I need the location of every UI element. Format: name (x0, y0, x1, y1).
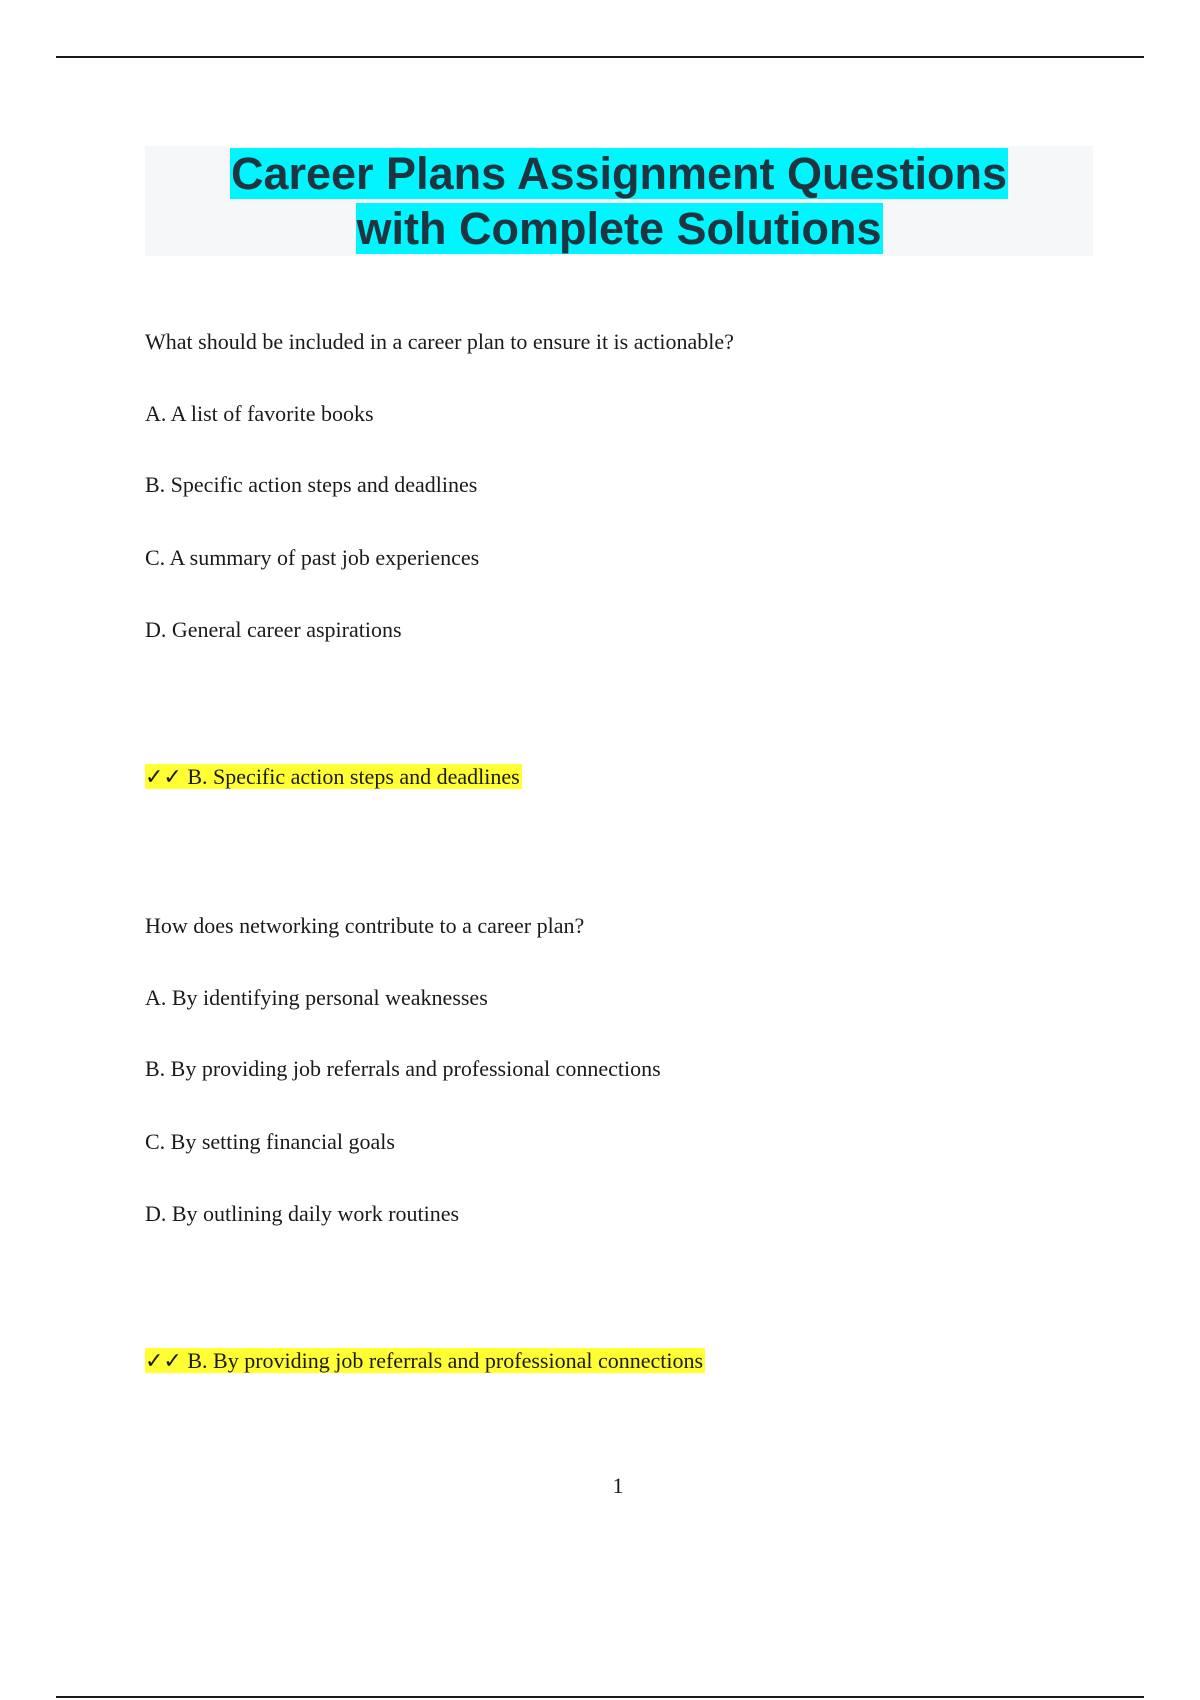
title-line-2: with Complete Solutions (356, 203, 882, 254)
question-1-option-a: A. A list of favorite books (145, 401, 374, 426)
question-2-option-b: B. By providing job referrals and professional connections (145, 1056, 661, 1081)
question-2-option-c: C. By setting financial goals (145, 1129, 395, 1154)
double-check-icon: ✓✓ (145, 765, 182, 790)
question-1-option-b: B. Specific action steps and deadlines (145, 472, 478, 497)
question-1-option-c: C. A summary of past job experiences (145, 545, 480, 570)
page-number: 1 (612, 1473, 624, 1498)
question-1-prompt: What should be included in a career plan to ensure it is actionable? (145, 329, 734, 354)
title-line-1: Career Plans Assignment Questions (230, 148, 1008, 199)
question-1-option-d: D. General career aspirations (145, 617, 402, 642)
question-2-answer-text: B. By providing job referrals and professional connections (187, 1348, 704, 1373)
top-rule (56, 56, 1144, 58)
title-banner (145, 146, 1093, 256)
question-2-answer (145, 1347, 705, 1376)
double-check-icon: ✓✓ (145, 1349, 182, 1374)
question-1-answer-highlight (145, 764, 522, 789)
bottom-rule (56, 1696, 1144, 1698)
document-title (145, 146, 1093, 256)
question-2-answer-highlight (145, 1348, 705, 1373)
question-2-prompt: How does networking contribute to a career plan? (145, 913, 585, 938)
question-2-option-a: A. By identifying personal weaknesses (145, 985, 488, 1010)
question-2-option-d: D. By outlining daily work routines (145, 1201, 460, 1226)
question-1-answer-text: B. Specific action steps and deadlines (187, 764, 520, 789)
question-1-answer (145, 763, 522, 792)
